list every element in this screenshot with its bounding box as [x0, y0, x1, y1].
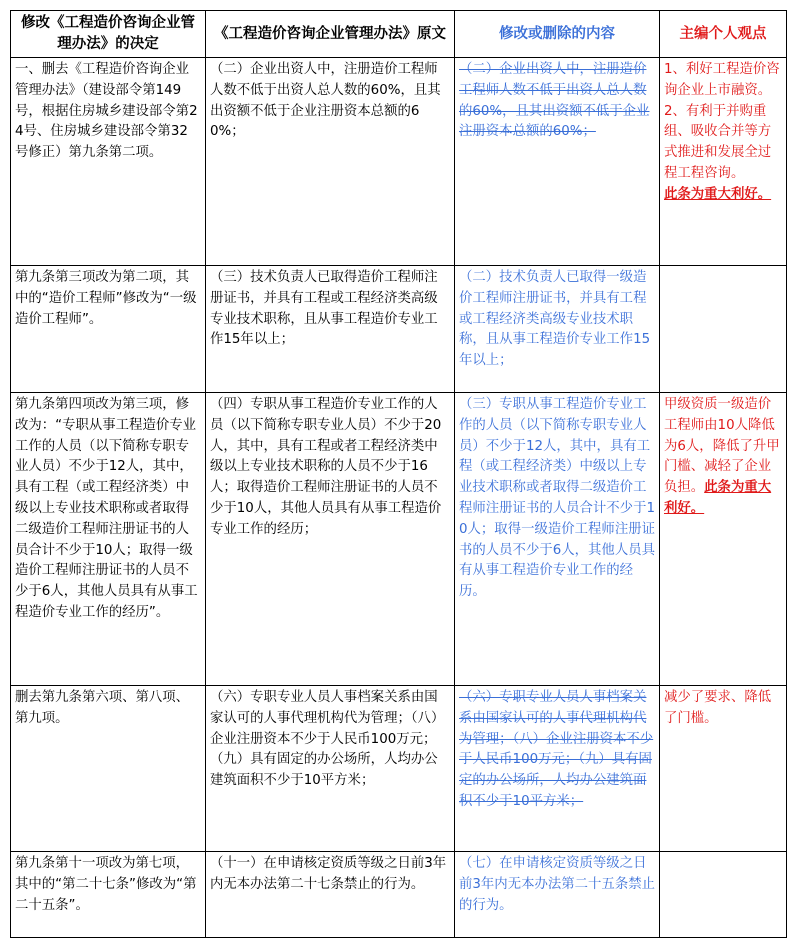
original-cell: （二）企业出资人中，注册造价工程师人数不低于出资人总人数的60%，且其出资额不低于企业注册资本总额的60%； — [206, 58, 455, 266]
opinion-text: 甲级资质一级造价工程师由10人降低为6人，降低了升甲门槛、减轻了企业负担。 — [664, 397, 780, 496]
table-row — [11, 686, 787, 852]
original-cell: （三）技术负责人已取得造价工程师注册证书，并具有工程或工程经济类高级专业技术职称，且从事工程造价专业工作15年以上； — [206, 266, 455, 393]
table-row — [11, 266, 787, 393]
modified-cell — [455, 686, 660, 852]
header-decision: 修改《工程造价咨询企业管理办法》的决定 — [11, 11, 206, 58]
table-row — [11, 393, 787, 686]
opinion-text: 减少了要求、降低了门槛。 — [664, 690, 772, 726]
opinion-text: 1、利好工程造价咨询企业上市融资。2、有利于并购重组、吸收合并等方式推进和发展全过程工程咨询。 — [664, 62, 780, 181]
opinion-highlight: 此条为重大利好。 — [664, 186, 772, 202]
modified-cell: （二）技术负责人已取得一级造价工程师注册证书，并具有工程或工程经济类高级专业技术职称，且从事工程造价专业工作15年以上； — [455, 266, 660, 393]
header-original-text: 《工程造价咨询企业管理办法》原文 — [206, 11, 455, 58]
opinion-cell — [660, 686, 787, 852]
header-modified-content: 修改或删除的内容 — [455, 11, 660, 58]
original-cell: （六）专职专业人员人事档案关系由国家认可的人事代理机构代为管理；（八）企业注册资本不少于人民币100万元；（九）具有固定的办公场所，人均办公建筑面积不少于10平方米； — [206, 686, 455, 852]
opinion-cell — [660, 393, 787, 686]
header-row — [11, 11, 787, 58]
deleted-text: （二）企业出资人中，注册造价工程师人数不低于出资人总人数的60%，且其出资额不低于企业注册资本总额的60%； — [459, 62, 650, 140]
decision-cell: 第九条第十一项改为第七项，其中的“第二十七条”修改为“第二十五条”。 — [11, 852, 206, 938]
original-cell: （十一）在申请核定资质等级之日前3年内无本办法第二十七条禁止的行为。 — [206, 852, 455, 938]
table-row — [11, 852, 787, 938]
header-editor-opinion: 主编个人观点 — [660, 11, 787, 58]
original-cell: （四）专职从事工程造价专业工作的人员（以下简称专职专业人员）不少于20人，其中，具有工程或者工程经济类中级以上专业技术职称的人员不少于16人；取得造价工程师注册证书的人员不少于10人，其他人员具有从事工程造价专业工作的经历； — [206, 393, 455, 686]
modified-cell — [455, 58, 660, 266]
decision-cell: 删去第九条第六项、第八项、第九项。 — [11, 686, 206, 852]
decision-cell: 第九条第四项改为第三项，修改为：“专职从事工程造价专业工作的人员（以下简称专职专业人员）不少于12人，其中，具有工程（或工程经济类）中级以上专业技术职称或者取得二级造价工程师注册证书的人员合计不少于10人；取得一级造价工程师注册证书的人员不少于6人，其他人员具有从事工程造价专业工作的经历”。 — [11, 393, 206, 686]
opinion-highlight: 此条为重大利好。 — [664, 480, 772, 516]
comparison-table — [10, 10, 787, 938]
opinion-cell — [660, 58, 787, 266]
modified-cell: （七）在申请核定资质等级之日前3年内无本办法第二十五条禁止的行为。 — [455, 852, 660, 938]
modified-cell: （三）专职从事工程造价专业工作的人员（以下简称专职专业人员）不少于12人，其中，具有工程（或工程经济类）中级以上专业技术职称或者取得二级造价工程师注册证书的人员合计不少于10人；取得一级造价工程师注册证书的人员不少于6人，其他人员具有从事工程造价专业工作的经历。 — [455, 393, 660, 686]
deleted-text: （六）专职专业人员人事档案关系由国家认可的人事代理机构代为管理；（八）企业注册资本不少于人民币100万元；（九）具有固定的办公场所，人均办公建筑面积不少于10平方米； — [459, 690, 654, 809]
opinion-cell — [660, 852, 787, 938]
table-row — [11, 58, 787, 266]
decision-cell: 第九条第三项改为第二项，其中的“造价工程师”修改为“一级造价工程师”。 — [11, 266, 206, 393]
decision-cell: 一、删去《工程造价咨询企业管理办法》（建设部令第149号，根据住房城乡建设部令第24号、住房城乡建设部令第32号修正）第九条第二项。 — [11, 58, 206, 266]
opinion-cell — [660, 266, 787, 393]
